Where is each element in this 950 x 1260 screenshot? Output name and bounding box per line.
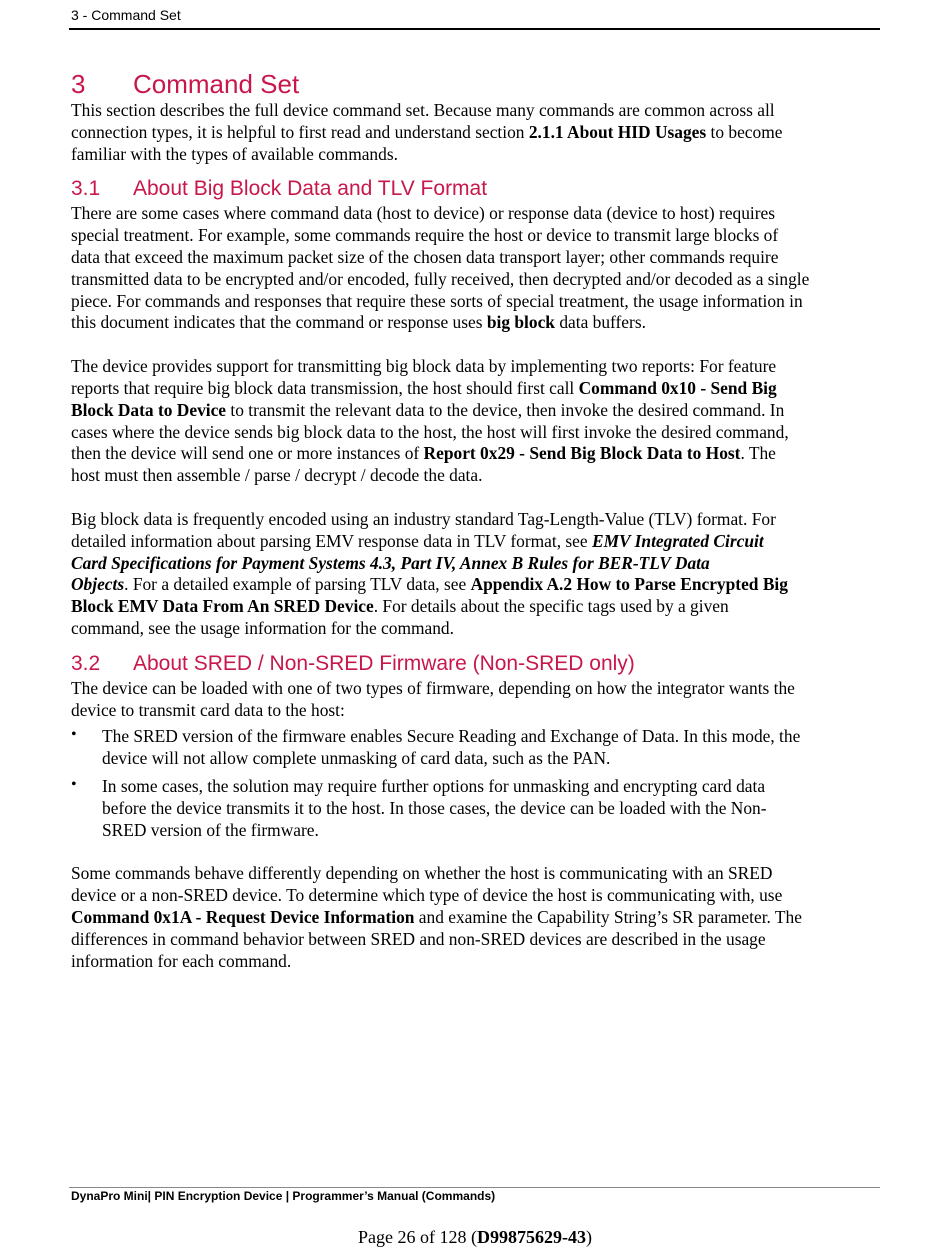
footer-rule — [69, 1187, 880, 1188]
text-line: Big block data is frequently encoded using an industry standard Tag-Length-Value (TLV) format. For — [71, 508, 776, 529]
text-line: The device provides support for transmitting big block data by implementing two reports: For feature — [71, 356, 777, 377]
text-line: reports that require big block data transmission, the host should first call Command 0x10 - Send Big — [71, 377, 777, 398]
text-line: Objects. For a detailed example of parsing TLV data, see Appendix A.2 How to Parse Encrypted Big — [71, 574, 788, 595]
text-line: connection types, it is helpful to first read and understand section 2.1.1 About HID Usages to become — [71, 121, 783, 142]
text-line: data that exceed the maximum packet size of the chosen data transport layer; other commands require — [71, 246, 779, 267]
text-line: familiar with the types of available commands. — [71, 143, 398, 164]
running-header: 3 - Command Set — [71, 7, 181, 23]
section-3-heading — [71, 68, 881, 100]
text-line: host must then assemble / parse / decrypt / decode the data. — [71, 465, 483, 486]
text-line: SRED version of the firmware. — [102, 819, 319, 840]
text-line: Card Specifications for Payment Systems 4.3, Part IV, Annex B Rules for BER-TLV Data — [71, 552, 710, 573]
section-3-2-intro — [71, 678, 881, 722]
section-number: 3.2 — [71, 651, 101, 675]
section-title: About Big Block Data and TLV Format — [133, 177, 488, 201]
section-3-1-paragraph-2 — [71, 356, 881, 487]
page-number: Page 26 of 128 (D99875629-43) — [358, 1227, 592, 1247]
text-line: information for each command. — [71, 950, 292, 971]
bullet-icon: • — [71, 775, 77, 793]
text-line: detailed information about parsing EMV response data in TLV format, see EMV Integrated Circuit — [71, 530, 764, 551]
text-line: then the device will send one or more instances of Report 0x29 - Send Big Block Data to Host. The — [71, 443, 776, 464]
bullet-text — [102, 776, 881, 841]
section-3-1-paragraph-1 — [71, 203, 881, 334]
section-3-2-heading — [71, 650, 881, 678]
page-content — [71, 68, 881, 972]
section-number: 3.1 — [71, 177, 101, 201]
text-line: Block EMV Data From An SRED Device. For details about the specific tags used by a given — [71, 596, 729, 617]
text-line: This section describes the full device command set. Because many commands are common across all — [71, 100, 775, 120]
text-line: command, see the usage information for the command. — [71, 617, 454, 638]
section-title: About SRED / Non-SRED Firmware (Non-SRED only) — [133, 651, 635, 675]
text-line: The device can be loaded with one of two types of firmware, depending on how the integrator wants the — [71, 677, 795, 698]
text-line: The SRED version of the firmware enables Secure Reading and Exchange of Data. In this mode, the — [102, 726, 801, 747]
text-line: before the device transmits it to the host. In those cases, the device can be loaded with the Non- — [102, 797, 767, 818]
header-rule — [69, 28, 880, 30]
text-line: device or a non-SRED device. To determine which type of device the host is communicating with, use — [71, 885, 783, 906]
text-line: this document indicates that the command or response uses big block data buffers. — [71, 312, 646, 333]
section-number: 3 — [71, 69, 86, 99]
section-title: Command Set — [133, 69, 300, 99]
bullet-item — [71, 776, 881, 841]
text-line: differences in command behavior between SRED and non-SRED devices are described in the usage — [71, 928, 766, 949]
text-line: transmitted data to be encrypted and/or encoded, fully received, then decrypted and/or decoded as a single — [71, 268, 810, 289]
text-line: Command 0x1A - Request Device Information and examine the Capability String’s SR parameter. The — [71, 906, 802, 927]
text-line: device will not allow complete unmasking of card data, such as the PAN. — [102, 748, 611, 769]
text-line: There are some cases where command data (host to device) or response data (device to host) requires — [71, 203, 776, 224]
text-line: device to transmit card data to the host: — [71, 699, 345, 720]
text-line: Block Data to Device to transmit the relevant data to the device, then invoke the desired command. In — [71, 399, 785, 420]
bullet-icon: • — [71, 726, 77, 744]
text-line: special treatment. For example, some commands require the host or device to transmit large blocks of — [71, 225, 779, 246]
footer-title: DynaPro Mini| PIN Encryption Device | Programmer’s Manual (Commands) — [71, 1189, 496, 1203]
text-line: cases where the device sends big block data to the host, the host will first invoke the desired command, — [71, 421, 789, 442]
bullet-text — [102, 726, 881, 770]
section-3-2-paragraph-2 — [71, 863, 881, 972]
text-line: In some cases, the solution may require further options for unmasking and encrypting card data — [102, 775, 766, 796]
text-line: piece. For commands and responses that require these sorts of special treatment, the usage information in — [71, 290, 803, 311]
section-3-intro — [71, 100, 881, 165]
bullet-item — [71, 726, 881, 770]
section-3-1-paragraph-3 — [71, 509, 881, 640]
section-3-1-heading — [71, 175, 881, 203]
text-line: Some commands behave differently depending on whether the host is communicating with an SRED — [71, 863, 773, 884]
